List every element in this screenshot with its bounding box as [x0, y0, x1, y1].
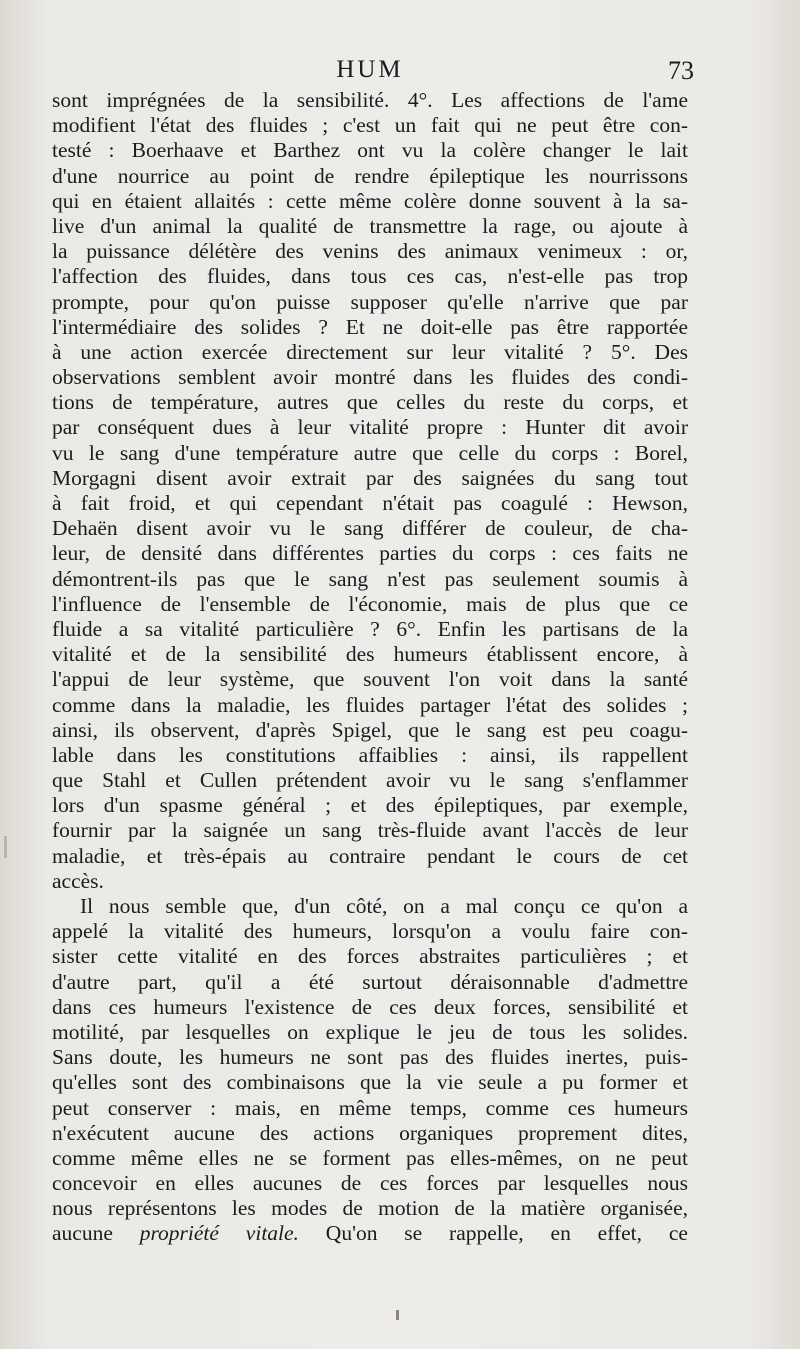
text-line: live d'un animal la qualité de transmettre la rage, ou ajoute à: [52, 213, 688, 238]
text-line: que Stahl et Cullen prétendent avoir vu le sang s'enflammer: [52, 768, 688, 793]
text-line: concevoir en elles aucunes de ces forces par lesquelles nous: [52, 1171, 688, 1196]
text-line: prompte, pour qu'on puisse supposer qu'elle n'arrive que par: [52, 289, 688, 314]
page-number: 73: [668, 56, 694, 85]
text-line: testé : Boerhaave et Barthez ont vu la colère changer le lait: [52, 138, 688, 163]
text-line: qui en étaient allaités : cette même colère donne souvent à la sa-: [52, 188, 688, 213]
text-line: fluide a sa vitalité particulière ? 6°. Enfin les partisans de la: [52, 616, 688, 641]
text-line: l'affection des fluides, dans tous ces cas, n'est-elle pas trop: [52, 264, 688, 289]
running-head: [52, 56, 694, 90]
text-line: comme même elles ne se forment pas elles-mêmes, on ne peut: [52, 1145, 688, 1170]
text-line: à fait froid, et qui cependant n'était pas coagulé : Hewson,: [52, 491, 688, 515]
running-head-title: HUM: [336, 56, 404, 83]
text-line: maladie, et très-épais au contraire pendant le cours de cet: [52, 843, 688, 868]
text-line: d'autre part, qu'il a été surtout déraisonnable d'admettre: [52, 969, 688, 994]
text-line: n'exécutent aucune des actions organiques proprement dites,: [52, 1120, 688, 1145]
text-line: par conséquent dues à leur vitalité propre : Hunter dit avoir: [52, 415, 688, 440]
text-line: l'influence de l'ensemble de l'économie, mais de plus que ce: [52, 591, 688, 616]
text-line: sont imprégnées de la sensibilité. 4°. Les affections de l'ame: [52, 88, 688, 112]
body-text: [52, 88, 688, 1247]
text-line: d'une nourrice au point de rendre épileptique les nourrissons: [52, 163, 688, 188]
text-line-final: [52, 1221, 688, 1246]
text-line: accès.: [52, 868, 104, 893]
text-line: qu'elles sont des combinaisons que la vie seule a pu former et: [52, 1070, 688, 1095]
text-line: à une action exercée directement sur leur vitalité ? 5°. Des: [52, 339, 688, 364]
text-line: appelé la vitalité des humeurs, lorsqu'on a voulu faire con-: [52, 919, 688, 944]
margin-mark: [4, 836, 7, 858]
text-line: Sans doute, les humeurs ne sont pas des fluides inertes, puis-: [52, 1045, 688, 1070]
text-line: Morgagni disent avoir extrait par des saignées du sang tout: [52, 465, 688, 490]
text-line: comme dans la maladie, les fluides partager l'état des solides ;: [52, 692, 688, 717]
text-line: l'intermédiaire des solides ? Et ne doit-elle pas être rapportée: [52, 314, 688, 339]
text-line: motilité, par lesquelles on explique le jeu de tous les solides.: [52, 1019, 688, 1044]
text-line: ainsi, ils observent, d'après Spigel, que le sang est peu coagu-: [52, 717, 688, 742]
text-line: modifient l'état des fluides ; c'est un fait qui ne peut être con-: [52, 113, 688, 138]
text-line: dans ces humeurs l'existence de ces deux forces, sensibilité et: [52, 994, 688, 1019]
text-line: sister cette vitalité en des forces abstraites particulières ; et: [52, 944, 688, 969]
text-line: démontrent-ils pas que le sang n'est pas seulement soumis à: [52, 566, 688, 591]
text-line: la puissance délétère des venins des animaux venimeux : or,: [52, 239, 688, 264]
text-line: Il nous semble que, d'un côté, on a mal conçu ce qu'on a: [80, 894, 688, 918]
text-line: lors d'un spasme général ; et des épileptiques, par exemple,: [52, 793, 688, 818]
text-line: vitalité et de la sensibilité des humeurs établissent encore, à: [52, 642, 688, 667]
text-line: vu le sang d'une température autre que celle du corps : Borel,: [52, 440, 688, 465]
text-line: tions de température, autres que celles du reste du corps, et: [52, 390, 688, 415]
text-line: observations semblent avoir montré dans les fluides des condi-: [52, 365, 688, 390]
text-line: nous représentons les modes de motion de la matière organisée,: [52, 1196, 688, 1221]
text-line: Dehaën disent avoir vu le sang différer de couleur, de cha-: [52, 516, 688, 541]
signature-mark: [396, 1310, 399, 1320]
text-line: peut conserver : mais, en même temps, comme ces humeurs: [52, 1095, 688, 1120]
italic-term: propriété vitale.: [139, 1221, 299, 1246]
text-line: leur, de densité dans différentes parties du corps : ces faits ne: [52, 541, 688, 566]
text-line: fournir par la saignée un sang très-fluide avant l'accès de leur: [52, 818, 688, 843]
final-line-start: aucune: [52, 1221, 140, 1246]
final-line-end: Qu'on se rappelle, en effet, ce: [298, 1221, 688, 1246]
text-line: l'appui de leur système, que souvent l'on voit dans la santé: [52, 667, 688, 692]
text-line: lable dans les constitutions affaiblies : ainsi, ils rappellent: [52, 742, 688, 767]
